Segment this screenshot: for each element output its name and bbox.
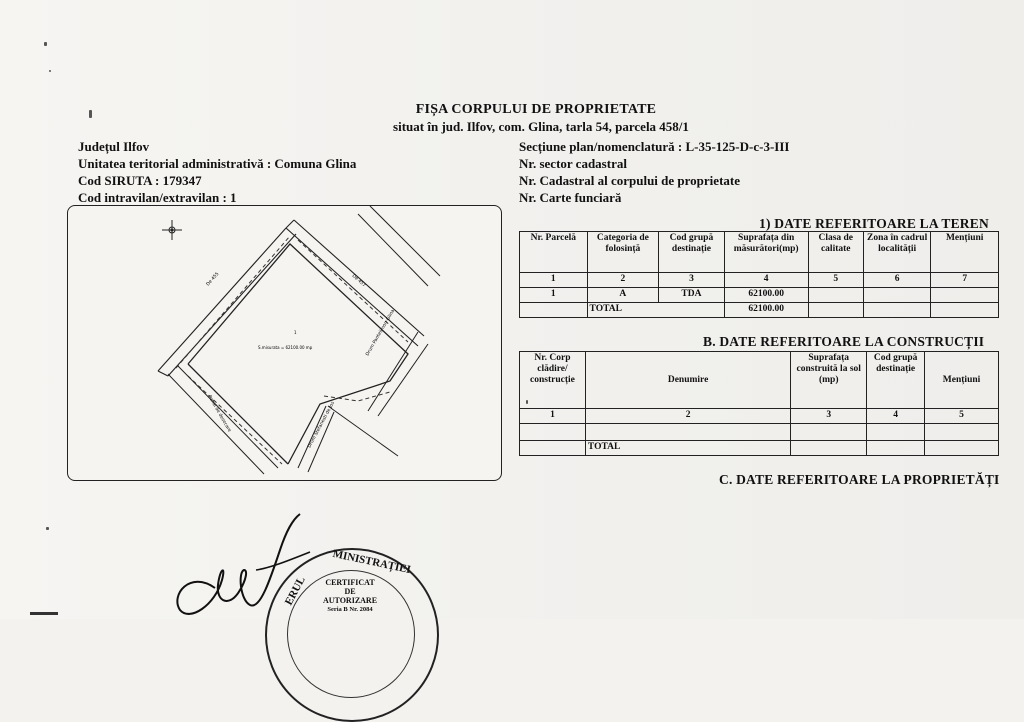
sector-line: Nr. sector cadastral	[519, 156, 627, 171]
table-header: Categoria de folosință	[587, 232, 659, 273]
uat-line: Unitatea teritorial administrativă : Comuna Glina	[78, 156, 357, 171]
table-cell	[520, 303, 588, 318]
table-cell	[931, 303, 999, 318]
land-table-header-row	[520, 232, 999, 273]
column-number: 2	[587, 273, 659, 288]
road-label: Drum Pantelimon-Glina	[365, 309, 396, 357]
section1-title: 1) DATE REFERITOARE LA TEREN	[759, 216, 989, 231]
intravilan-line: Cod intravilan/extravilan : 1	[78, 190, 237, 205]
column-number: 5	[808, 273, 863, 288]
table-cell	[867, 424, 925, 441]
total-value: 62100.00	[724, 303, 808, 318]
parcel-sketch-svg	[68, 206, 501, 480]
parcel-number-label: 1	[294, 330, 297, 335]
column-number: 1	[520, 409, 586, 424]
column-number: 3	[791, 409, 867, 424]
table-cell	[791, 424, 867, 441]
table-cell	[791, 441, 867, 456]
table-cell: 62100.00	[724, 288, 808, 303]
construction-table-number-row	[520, 409, 999, 424]
scan-speck	[46, 527, 49, 530]
table-row	[520, 424, 999, 441]
table-cell: A	[587, 288, 659, 303]
table-row	[520, 288, 999, 303]
parcel-area-label: S.misurata = 62100.00 mp	[258, 345, 313, 350]
column-number: 6	[863, 273, 931, 288]
table-cell: 1	[520, 288, 588, 303]
total-label: TOTAL	[587, 303, 724, 318]
table-header: Suprafața construită la sol (mp)	[791, 352, 867, 409]
section2-title: B. DATE REFERITOARE LA CONSTRUCȚII	[703, 334, 985, 349]
column-number: 5	[925, 409, 999, 424]
table-header: Clasa de calitate	[808, 232, 863, 273]
table-cell	[867, 441, 925, 456]
column-number: 3	[659, 273, 725, 288]
table-header: Mențiuni	[925, 352, 999, 409]
land-table-total-row	[520, 303, 999, 318]
table-cell	[520, 424, 586, 441]
scan-speck	[49, 70, 51, 72]
column-number: 7	[931, 273, 999, 288]
table-cell	[925, 441, 999, 456]
land-data-table	[519, 231, 999, 318]
section3-title: C. DATE REFERITOARE LA PROPRIETĂȚI	[719, 472, 1000, 487]
document-subtitle: situat în jud. Ilfov, com. Glina, tarla 54, parcela 458/1	[393, 119, 689, 134]
parcel-outline	[188, 244, 408, 464]
stamp-text: CERTIFICAT DE AUTORIZARE Seria B Nr. 2084	[322, 578, 378, 613]
column-number: 1	[520, 273, 588, 288]
table-cell	[808, 303, 863, 318]
total-label: TOTAL	[585, 441, 790, 456]
table-header: Mențiuni	[931, 232, 999, 273]
land-table-number-row	[520, 273, 999, 288]
left-info-block	[78, 138, 356, 206]
table-header: Cod grupă destinație	[867, 352, 925, 409]
table-header: Zona în cadrul localității	[863, 232, 931, 273]
table-cell	[520, 441, 586, 456]
construction-table-total-row	[520, 441, 999, 456]
table-header: Denumire	[585, 352, 790, 409]
road-label: Drum Stefanesti de Jos	[307, 401, 336, 449]
table-cell	[863, 303, 931, 318]
judet-line: Județul Ilfov	[78, 139, 150, 154]
road-label: De 455	[205, 271, 221, 288]
table-header: Suprafața din măsurători(mp)	[724, 232, 808, 273]
nr-cadastral-line: Nr. Cadastral al corpului de proprietate	[519, 173, 740, 188]
table-cell	[931, 288, 999, 303]
table-header: Nr. Parcelă	[520, 232, 588, 273]
carte-funciara-line: Nr. Carte funciară	[519, 190, 622, 205]
parcel-sketch-map	[67, 205, 502, 481]
road-label: Canal de desecare	[206, 394, 232, 434]
north-arrow-icon	[162, 220, 182, 240]
table-cell: TDA	[659, 288, 725, 303]
table-cell	[925, 424, 999, 441]
table-cell	[585, 424, 790, 441]
table-header: Cod grupă destinație	[659, 232, 725, 273]
siruta-line: Cod SIRUTA : 179347	[78, 173, 202, 188]
table-cell	[863, 288, 931, 303]
construction-table-header-row	[520, 352, 999, 409]
table-header: Nr. Corp clădire/ construcție	[520, 352, 586, 409]
scan-speck	[44, 42, 47, 46]
document-title: FIȘA CORPULUI DE PROPRIETATE	[415, 102, 657, 117]
stamp-arc-text: MINISTRAȚIEI	[331, 547, 412, 577]
stamp-arc-text-left: ERUL	[282, 574, 308, 608]
right-info-block	[519, 138, 789, 206]
construction-data-table	[519, 351, 999, 456]
road-label: De 457	[350, 273, 367, 289]
column-number: 4	[867, 409, 925, 424]
sectiune-line: Secțiune plan/nomenclatură : L-35-125-D-c-3-III	[519, 139, 790, 154]
table-cell	[808, 288, 863, 303]
column-number: 4	[724, 273, 808, 288]
column-number: 2	[585, 409, 790, 424]
scan-mark	[30, 612, 58, 615]
road-de-455	[158, 228, 296, 376]
